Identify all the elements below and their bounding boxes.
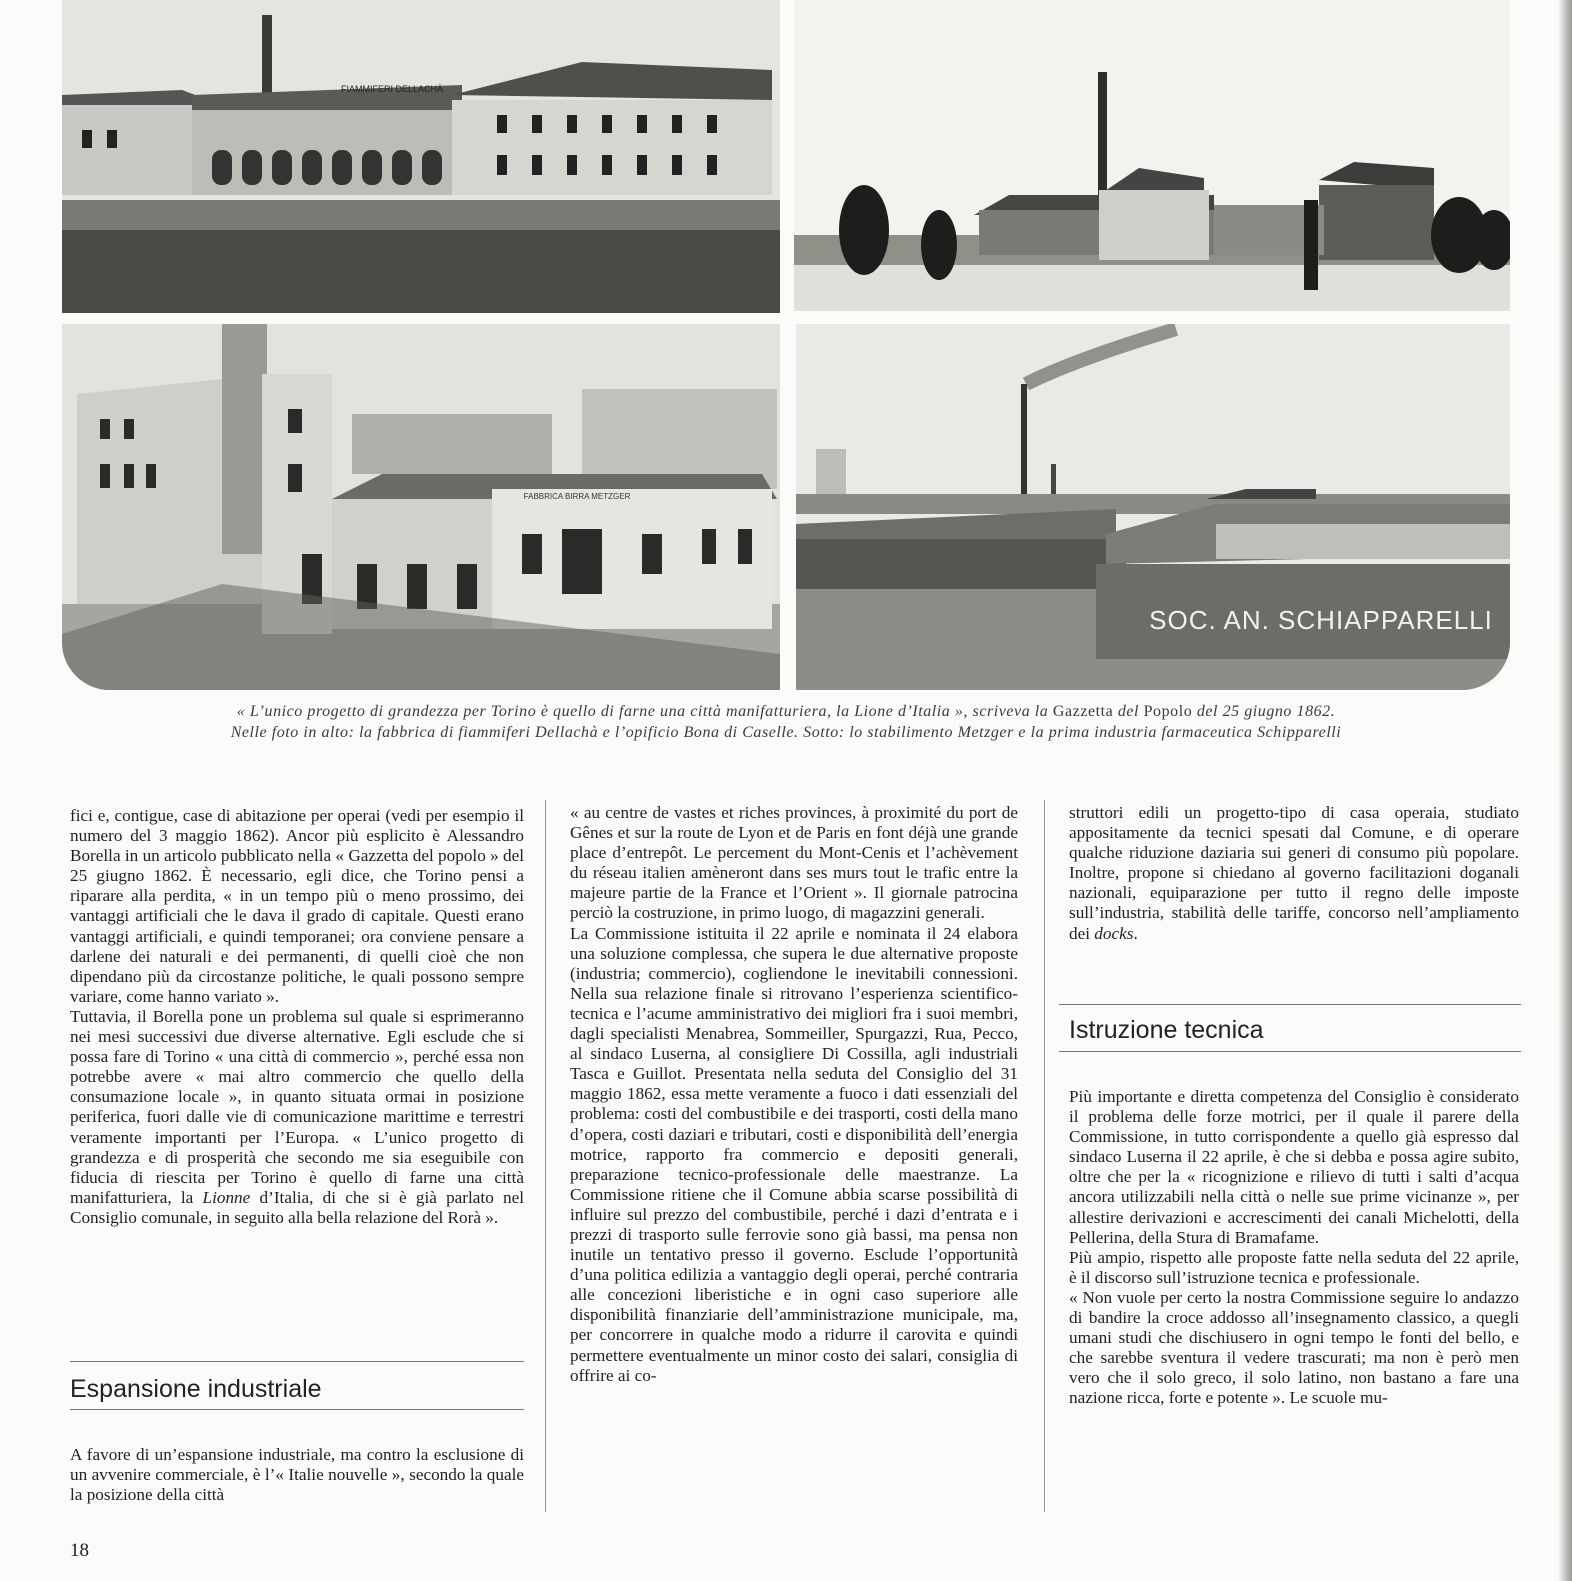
text-column-1-continued: [70, 1445, 524, 1505]
text-column-1: [70, 806, 524, 1228]
paragraph: Più ampio, rispetto alle proposte fatte nella seduta del 22 aprile, è il discorso sull’istruzione tecnica e professionale.: [1069, 1247, 1519, 1287]
paragraph: struttori edili un progetto-tipo di casa operaia, studiato appositamente da tecnici spesati dal Comune, e di operare qualche riduzione daziaria sui generi di consumo più popolare. Inoltre, propone si chiedano al governo facilitazioni doganali nazionali, equiparazione per tutto il regno delle imposte sull’industria, stabilità delle tariffe, concorso nell’ampliamento dei docks.: [1069, 803, 1519, 943]
section-rule: [70, 1409, 524, 1410]
section-heading-istruzione: Istruzione tecnica: [1069, 1016, 1264, 1044]
match-factory-sign: FIAMMIFERI DELLACHÀ: [340, 84, 444, 94]
metzger-sign: FABBRICA BIRRA METZGER: [523, 492, 631, 501]
column-divider: [545, 800, 546, 1512]
section-rule: [1059, 1004, 1521, 1005]
paragraph: A favore di un’espansione industriale, ma contro la esclusione di un avvenire commerciale, è l’« Italie nouvelle », secondo la quale la posizione della città: [70, 1445, 524, 1505]
photo-match-factory: [62, 0, 780, 313]
paragraph: La Commissione istituita il 22 aprile e nominata il 24 elabora una soluzione complessa, che supera le due alternative proposte (industria; commercio), cogliendone le inevitabili connessioni. Nella sua relazione finale si ritrovano l’esperienza scientifico-tecnica e l’acume amministrativo dei migliori fra i suoi membri, dagli specialisti Menabrea, Sommeiller, Spurgazzi, Rua, Pecco, al sindaco Luserna, al consigliere Di Cossilla, agli industriali Tasca e Guillot. Presentata nella seduta del Consiglio del 31 maggio 1862, essa mette veramente a fuoco i dati essenziali del problema: costi del combustibile e dei trasporti, costi della mano d’opera, costi daziari e tributari, costi e disponibilità dell’energia motrice, rapporto fra commercio e depositi generali, preparazione tecnico-professionale delle maestranze. La Commissione ritiene che il Comune abbia scarse possibilità di influire sul prezzo del combustibile, perché i dazi d’entrata e i prezzi di trasporto sulle ferrovie sono già bassi, ma pensa non inutile un tentativo presso il governo. Esclude l’opportunità d’una politica edilizia a vantaggio degli operai, perché contraria alle concezioni liberistiche e in ogni caso superiore alle disponibilità finanziarie dell’amministrazione municipale, ma, per concorrere in qualche modo a ridurre il carovita e quindi permettere eventualmente un minor costo dei salari, consiglia di offrire ai co-: [570, 923, 1018, 1385]
text-column-3: [1069, 803, 1519, 944]
photo-schiapparelli-industry: [796, 324, 1510, 690]
paragraph: Più importante e diretta competenza del Consiglio è considerato il problema delle forze motrici, per il quale il parere della Commissione, in tutto corrispondente a quello già espresso dal sindaco Luserna il 22 aprile, è che si debba e possa agire subito, oltre che per la « ricognizione e rilievo di tutti i salti d’acqua ancora utilizzabili nella città o nelle sue prime vicinanze », per allestire derivazioni e accrescimenti dei canali Michelotti, della Pellerina, della Stura di Bramafame.: [1069, 1087, 1519, 1247]
caption-line-1: « L’unico progetto di grandezza per Torino è quello di farne una città manifatturiera, la Lione d’Italia », scriveva la Gazzetta del Popolo del 25 giugno 1862.: [236, 703, 1336, 720]
section-rule: [70, 1361, 524, 1362]
paragraph: « Non vuole per certo la nostra Commissione seguire lo andazzo di bandire la croce addosso all’insegnamento classico, a quegli umani studi che dischiusero in ogni tempo le fonti del bello, e che sarebbe sventura il vedere trascurati; ma non è però men vero che il solo greco, il solo latino, non bastano a fare una nazione ricca, forte e potente ». Le scuole mu-: [1069, 1287, 1519, 1408]
caption-line-2: Nelle foto in alto: la fabbrica di fiammiferi Dellachà e l’opificio Bona di Caselle. Sotto: lo stabilimento Metzger e la prima industria farmaceutica Schipparelli: [230, 724, 1342, 741]
section-rule: [1059, 1051, 1521, 1052]
paragraph: « au centre de vastes et riches provinces, à proximité du port de Gênes et sur la route de Lyon et de Paris en font déjà une grande place d’entrepôt. Le percement du Mont-Cenis et l’achèvement du réseau italien amèneront dans ses murs tout le trafic entre la majeure partie de la France et l’Orient ». Il giornale patrocina perciò la costruzione, in primo luogo, di magazzini generali.: [570, 803, 1018, 923]
column-divider: [1044, 800, 1045, 1512]
text-column-3-continued: [1069, 1087, 1519, 1409]
paragraph: Tuttavia, il Borella pone un problema sul quale si esprimeranno nei mesi successivi due diverse alternative. Egli esclude che si possa fare di Torino « una città di commercio », perché essa non potrebbe avere « mai altro commercio che quello della consumazione locale », in quanto situata ormai in posizione periferica, fuori dalle vie di comunicazione marittime e terrestri veramente importanti per l’Europa. « L’unico progetto di grandezza e di prosperità che secondo me sia eseguibile con fiducia di riescita per Torino è quello di farne una città manifatturiera, la Lionne d’Italia, di che si è già parlato nel Consiglio comunale, in seguito alla bella relazione del Rorà ».: [70, 1006, 525, 1227]
text-column-2: [570, 803, 1018, 1386]
photo-bona-factory: [794, 0, 1510, 311]
section-heading-espansione: Espansione industriale: [70, 1375, 322, 1403]
paragraph: fici e, contigue, case di abitazione per operai (vedi per esempio il numero del 3 maggio 1862). Ancor più esplicito è Alessandro Borella in un articolo pubblicato nella « Gazzetta del popolo » del 25 giugno 1862. È necessario, egli dice, che Torino pensi a riparare alla perdita, « in un tempo più o meno prossimo, dei vantaggi artificiali che le dava il grado di capitale. Questi erano vantaggi artificiali, e quindi temporanei; ora conviene pensare a darlene dei naturali e dei permanenti, di quelli cioè che non dipendano più da circostanze politiche, le quali possono sempre variare, come hanno variato ».: [70, 806, 524, 1006]
schiapparelli-sign: SOC. AN. SCHIAPPARELLI: [1149, 605, 1493, 635]
page-number: 18: [70, 1540, 89, 1561]
page-edge-shadow: [1558, 0, 1572, 1581]
photo-metzger-establishment: [62, 324, 780, 690]
